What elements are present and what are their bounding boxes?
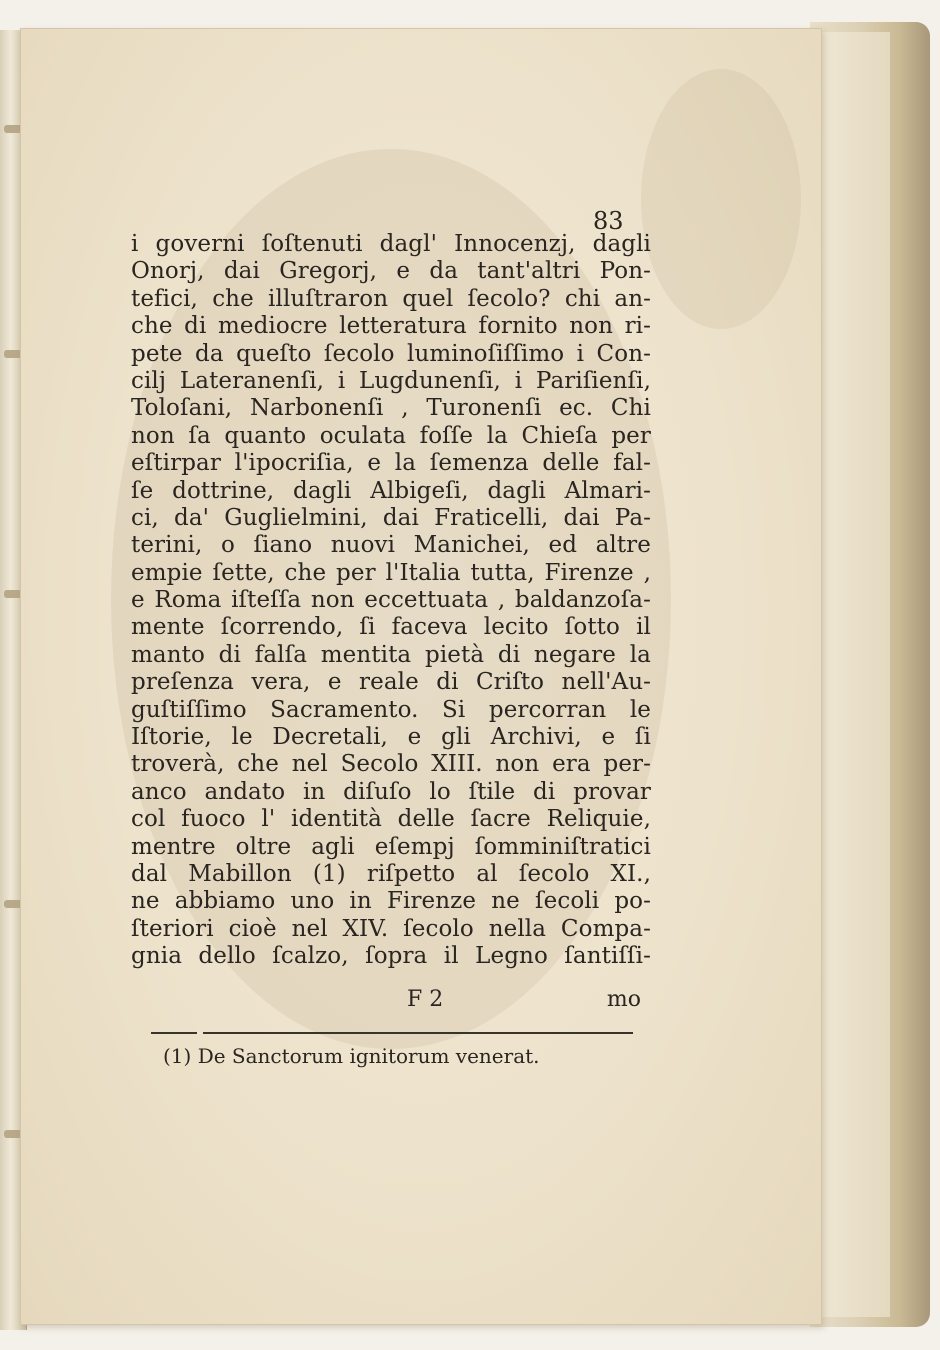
catch-line xyxy=(131,986,651,1014)
text-line: mentre oltre agli eſempj ſomminiſtratici xyxy=(131,833,651,860)
text-line: manto di falſa mentita pietà di negare la xyxy=(131,641,651,668)
page-number: 83 xyxy=(593,207,624,235)
text-line: cilj Lateranenſi, i Lugdunenſi, i Pariſienſi, xyxy=(131,367,651,394)
text-line: anco andato in diſuſo lo ſtile di provar xyxy=(131,778,651,805)
text-line: gnia dello ſcalzo, ſopra il Legno ſantiſſi- xyxy=(131,943,651,970)
text-line: ſteriori cioè nel XIV. ſecolo nella Compa- xyxy=(131,915,651,942)
text-line: ſe dottrine, dagli Albigeſi, dagli Almari- xyxy=(131,477,651,504)
footnote-rule xyxy=(151,1032,633,1034)
paper-stain xyxy=(641,69,801,329)
text-line: che di mediocre letteratura fornito non ri- xyxy=(131,313,651,340)
text-line: Onorj, dai Gregorj, e da tant'altri Pon- xyxy=(131,258,651,285)
text-line: i governi ſoſtenuti dagl' Innocenzj, dagli xyxy=(131,231,651,257)
body-text xyxy=(131,231,651,971)
page-stack-edge xyxy=(820,32,892,1317)
text-line: col fuoco l' identità delle ſacre Reliquie, xyxy=(131,806,651,833)
text-line: pete da queſto ſecolo luminoſiſſimo i Con- xyxy=(131,340,651,367)
text-line: guſtiſſimo Sacramento. Si percorran le xyxy=(131,696,651,723)
book-page xyxy=(20,28,822,1325)
text-line: terini, o ſiano nuovi Manichei, ed altre xyxy=(131,532,651,559)
text-line: preſenza vera, e reale di Criſto nell'Au- xyxy=(131,669,651,696)
text-line: ci, da' Guglielmini, dai Fraticelli, dai Pa- xyxy=(131,504,651,531)
text-line: empie ſette, che per l'Italia tutta, Firenze , xyxy=(131,559,651,586)
text-line: dal Mabillon (1) riſpetto al ſecolo XI., xyxy=(131,860,651,887)
text-line: mente ſcorrendo, ſi faceva lecito ſotto il xyxy=(131,614,651,641)
text-line: eſtirpar l'ipocriſia, e la ſemenza delle fal- xyxy=(131,450,651,477)
text-line: Toloſani, Narbonenſi , Turonenſi ec. Chi xyxy=(131,395,651,422)
footnote: (1) De Sanctorum ignitorum venerat. xyxy=(163,1044,540,1068)
catchword: mo xyxy=(606,987,641,1012)
text-line: tefici, che illuſtraron quel ſecolo? chi an- xyxy=(131,285,651,312)
text-line: ne abbiamo uno in Firenze ne ſecoli po- xyxy=(131,888,651,915)
footnote-rule-gap xyxy=(197,1029,203,1035)
text-line: e Roma iſteſſa non eccettuata , baldanzoſa- xyxy=(131,587,651,614)
text-line: Iſtorie, le Decretali, e gli Archivi, e ſi xyxy=(131,724,651,751)
signature-mark: F 2 xyxy=(407,987,444,1012)
text-line: troverà, che nel Secolo XIII. non era per- xyxy=(131,751,651,778)
text-line: non ſa quanto oculata foſſe la Chieſa per xyxy=(131,422,651,449)
